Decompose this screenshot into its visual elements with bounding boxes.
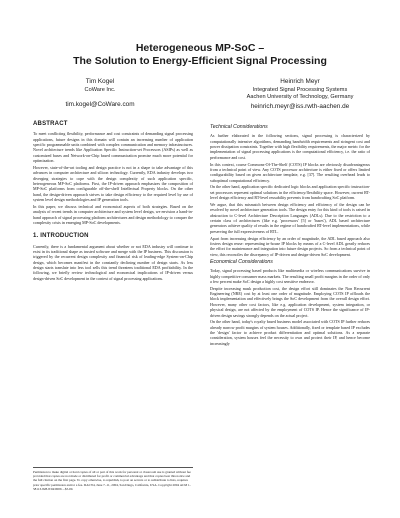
introduction-paragraph: Currently, there is a fundamental argument about whether or not EDA industry will continue to exist in its traditional shape as trusted software and merge with the IP business. This discussion is triggered by the recurrent design complexity and financial risk of leading-edge System-on-Chip design, which becomes manifest in the constantly declining number of design starts. As less design starts translate into less tool sells this trend threatens traditional EDA profitability. In the following, we briefly review technological and economical implications of IP-driven versus design-driven SoC development in the context of signal processing applications. — [33, 243, 193, 281]
body-paragraph: We argue, that this mismatch between design efficiency and efficiency of the design can be resolved by novel architecture generation tools. The design entry for this kind of tools is raised in abstraction to C-level Architecture Description Languages (ADLs). Due to the restriction to a certain class of architectures (like e.g. 'processors' [5] or 'buses'), ADL based architecture generators achieve quality of results in the regime of handcrafted RT-level implementations, while preserving the full expressiveness of RTL. — [210, 201, 370, 234]
permission-footnote: Permission to make digital or hard copies of all or part of this work for personal or classroom use is granted without fee provided that copies are not made or distributed for profit or commercial advantage and that copies bear this notice and the full citation on the first page. To copy otherwise, to republish, to post on servers or to redistribute to lists, requires prior specific permission and/or a fee. DAC'04, June 7–11, 2004, San Diego, California, USA. Copyright 2004 ACM 1-58113-828-8/04/0006 ...$5.00. — [33, 467, 193, 491]
author-email[interactable]: heinrich.meyr@iss.rwth-aachen.de — [250, 103, 350, 110]
author-affiliation: CoWare Inc. — [84, 87, 116, 93]
author-block — [0, 78, 400, 110]
abstract-paragraph: However, state-of-the-art tooling and design practice is not in a shape to take advantage of this advances in computer architecture and silicon technology. Currently, EDA industry develops two diverging strategies to cope with the design complexity of such application specific, heterogeneous MP-SoC platforms. First, the IP-driven approach emphasizes the composition of MP-SoC platforms from configurable off-the-shelf Intellectual Property blocks. On the other hand, the design-driven approach strives to take design efficiency to the required level by use of system level design methodologies and IP generation tools. — [33, 164, 193, 202]
abstract-paragraph: In this paper, we discuss technical and economical aspects of both strategies. Based on the analysis of recent trends in computer architecture and system level design, we envision a hand-in-hand approach of signal processing platform architectures and design methodology to conquer the complexity crisis in emerging MP-SoC developments. — [33, 203, 193, 225]
body-paragraph: On the other hand, application specific dedicated logic blocks and application specific instruction-set processors represent optimal solutions in the efficiency/flexibility space. However, current RT-level design efficiency and RT-level reusability prevents from handcrafting SoC platform. — [210, 184, 370, 201]
abstract-paragraph: To meet conflicting flexibility, performance and cost constraints of demanding signal processing applications, future designs in this domain will contain an increasing number of application specific programmable units combined with complex communication and memory infrastructures. Novel architecture trends like Application Specific Instruction-set Processors (ASIPs) as well as customized buses and Network-on-Chip based communication promise much more potential for optimization. — [33, 131, 193, 164]
author-1 — [0, 78, 200, 110]
author-affiliation: Integrated Signal Processing Systems — [252, 87, 348, 93]
author-2 — [200, 78, 400, 110]
technical-considerations-heading: Technical Considerations — [210, 124, 268, 130]
economical-considerations-heading: Economical Considerations — [210, 258, 273, 265]
left-column — [33, 122, 193, 282]
body-paragraph: In this context, coarse Commons-Of-The-Shelf (COTS) IP blocks are obviously disadvantageous from a technical point of view. Any COTS processor architecture is either fixed or offers limited configurability based on given architecture template, e.g. [37]. The resulting overhead leads to suboptimal computational efficiency. — [210, 161, 370, 183]
introduction-heading: 1. INTRODUCTION — [33, 233, 89, 240]
title-line-1: Heterogeneous MP-SoC – — [135, 42, 265, 54]
author-name: Tim Kogel — [85, 78, 115, 85]
author-email[interactable]: tim.kogel@CoWare.com — [65, 101, 135, 108]
right-column — [210, 122, 370, 348]
body-paragraph: On the other hand, today's royalty based business model associated with COTS IP further reduces already narrow profit margins of system houses. Additionally, fixed or template based IP excludes the 'design' factor to achieve product differentiation and optimal solutions. As a separate consideration, system houses feel the necessity to own and protect their IP, and hence become increasingly — [210, 319, 370, 346]
body-paragraph: Apart from increasing design efficiency by an order of magnitude, the ADL based approach also fosters design reuse: representing in-house IP blocks by means of a C-level ADL greatly reduces the effort for maintenance and integration into future design projects. So from a technical point of view, this reconciles the discrepancy of IP-driven and design-driven SoC development. — [210, 235, 370, 257]
body-paragraph: As further elaborated in the following sections, signal processing is characterized by computationally intensive algorithms, demanding bandwidth requirements and stringent cost and power dissipation constraints. Together with high flexibility requirements, the major metric for the implementation of signal processing applications is the computational efficiency, i.e. the ratio of performance and cost. — [210, 133, 370, 160]
body-paragraph: Today, signal processing based products like multimedia or wireless communications survive in highly competitive consumer mass markets. The resulting small profit margins in the order of only a few percent make SoC design a highly cost sensitive endeavor. — [210, 268, 370, 284]
body-paragraph: Despite increasing mask production cost, the design effort still dominates the Non Recurrent Engineering (NRE) cost by at least one order of magnitude. Employing COTS IP offloads the block implementation and effectively brings the SoC development from the overall design effort. However, many other cost factors, like e.g. application development, system integration, or physical design, are not affected by the employment of COTS IP. Hence the significance of IP-driven design savings strongly depends on the actual project. — [210, 285, 370, 318]
title-line-2: The Solution to Energy-Efficient Signal Processing — [73, 55, 327, 67]
author-affiliation-2: Aachen University of Technology, Germany — [246, 94, 354, 100]
abstract-heading: ABSTRACT — [33, 121, 68, 127]
paper-title — [0, 42, 400, 68]
author-name: Heinrich Meyr — [280, 78, 320, 85]
